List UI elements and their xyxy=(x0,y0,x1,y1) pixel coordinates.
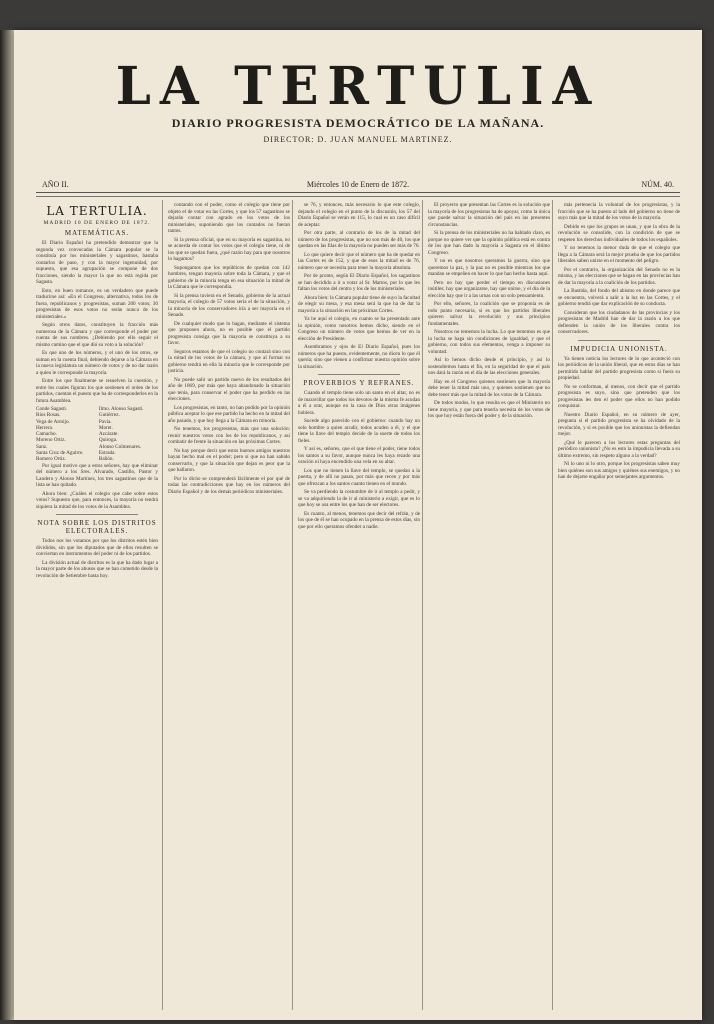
column-1 xyxy=(36,202,158,1002)
section-heading: LA TERTULIA. xyxy=(46,204,148,218)
paragraph: Pero no hay que perder el tiempo en discusiones inútiles; hay que organizarse, hay que unirse, y el día de la elección hay que ir a las urnas con un solo pensamiento. xyxy=(428,279,550,299)
paragraph: Ahora bien: la Cámara popular tiene de suyo la facultad de elegir su mesa, y esa mesa será la que ha de dar la mayoría a la situación en las próximas Cortes. xyxy=(298,294,420,314)
issue-number: NÚM. 40. xyxy=(641,180,674,189)
issue-date: Miércoles 10 de Enero de 1872. xyxy=(306,180,410,189)
column-divider xyxy=(552,200,553,1010)
paragraph: Por el contrario, la organización del Senado no es la misma, y las elecciones que se hagan en las provincias han de dar la mayoría a la coalición de los partidos. xyxy=(558,266,680,286)
paragraph: Debido es que los grupos se unan, y que la obra de la revolución se consolide, con la condición de que se respeten los derechos individuales de todos los españoles. xyxy=(558,223,680,243)
note-heading: NOTA SOBRE LOS DISTRITOS ELECTORALES. xyxy=(37,519,157,536)
paragraph: Por igual motivo que a estos señores, hay que eliminar del número a los Sres. Alvarado, Castillo, Pastor y Landero y Alonso Martínez, los tres sagastinos que de la lista se han quitado. xyxy=(36,462,158,489)
paragraph: Por de pronto, según El Diario Español, los sagastinos se han decidido a ir a votar al Sr. Martos, por lo que les faltan los votos del centro y los de los ministeriales. xyxy=(298,273,420,292)
paragraph: El proyecto que presentan las Cortes es la solución que la mayoría de los progresistas ha de apoyar, como la única que puede salvar la situación del país en las presentes circunstancias. xyxy=(428,202,550,228)
paragraph: No hay porque decir que estos buenos amigos nuestros hayan hecho mal en el poder; pero sí que no han sabido conservarlo, y que la situación que dejan es peor que la que hallaron. xyxy=(168,447,290,473)
paragraph: La división actual de distritos es la que ha dado lugar a la mayor parte de los abusos que se han cometido desde la revolución de Setiembre hasta hoy. xyxy=(36,559,158,579)
article-text xyxy=(298,202,420,370)
paragraph: Si la prensa oficial, que en su mayoría es sagastina, no se acuerda de contar los votos que el colegio tiene, ni de los que se quedan fuera, ¿qué razón hay para que nosotros lo hagamos? xyxy=(168,236,290,262)
paragraph: No tenemos, los progresistas, más que una solución: reunir nuestros votos con los de los republicanos, y así combatir de frente la situación en las próximas Cortes. xyxy=(168,426,290,445)
paragraph: Ni lo uno ni lo otro, porque los progresistas saben muy bien quiénes son sus amigos y quiénes sus enemigos, y no han de dejarse engañar por semejantes argumentos. xyxy=(558,461,680,480)
article-text xyxy=(558,202,680,336)
article-heading: PROVERBIOS Y REFRANES. xyxy=(303,379,415,387)
article-text xyxy=(36,538,158,579)
paragraph: Hay en el Congreso quienes sostienen que la mayoría debe tener la mitad más uno, y quienes sostienen que no debe tener más que la mitad de los votos de la Cámara. xyxy=(428,378,550,398)
place-date: MADRID 10 DE ENERO DE 1872. xyxy=(43,220,151,226)
article-heading: MATEMÁTICAS. xyxy=(64,229,130,237)
column-divider xyxy=(422,200,423,1010)
list-row: Herrera. Moret. xyxy=(36,424,113,431)
paragraph: Es cuanto, al menos, tenemos que decir del refrán, y de los que de él se han ocupado en la prensa de estos días, sin que por ello queramos ofender a nadie. xyxy=(298,510,420,530)
article-text xyxy=(168,202,290,495)
paragraph: Los que no tienen la llave del templo, se quedan a la puerta, y de allí no pasan, por más que recen y por más que ofrezcan a los santos cuanto tienen en el mundo. xyxy=(298,467,420,487)
paragraph: Según otros datos, constituyen la fracción más numerosa de la Cámara y que corresponde el poder por cuenta de sus nombres. ¿Debiendo por ello seguir el mismo camino que el que dió su voto a la solución? xyxy=(36,322,158,348)
paragraph: Y no tenemos la menor duda de que el colegio que llega a la Cámara será la mejor prueba de que los partidos liberales saben unirse en el momento del peligro. xyxy=(558,245,680,264)
list-row: Ríos Rosas. Gutiérrez. xyxy=(36,412,120,419)
paragraph: Se va perdiendo la costumbre de ir al templo a pedir, y se va adquiriendo la de ir al ministerio a exigir, que es lo que hoy se usa entre los que han de ser electores. xyxy=(298,489,420,508)
year-label: AÑO II. xyxy=(42,180,69,189)
divider xyxy=(578,340,660,341)
paragraph: Por otra parte, al contrario de los de la mitad del número de los progresistas, que no son más de 40, los que quedan en las filas de la mayoría no pueden ser más de 76. xyxy=(298,230,420,249)
paragraph: Supongamos que los repúblicos de quedan con 142 hombres, tengan mayoría sobre toda la Cámara, y que el gobierno de la minoría tenga en esa situación la mitad de la Cámara que le correspondía. xyxy=(168,264,290,290)
paragraph: contando con el poder, como el colegio que tiene por objeto el de votar en las Cortes, y que los 57 sagastinos se dejarán contar con agrado en los votos de los ministeriales, suponiendo que los contados no fueran tantos. xyxy=(168,202,290,234)
paragraph: Nosotros no tememos la lucha. Lo que tememos es que la lucha se haga sin condiciones de igualdad, y que el gobierno, con todos sus elementos, venga a imponer su voluntad. xyxy=(428,329,550,355)
divider xyxy=(318,374,400,375)
article-text xyxy=(36,463,158,511)
dateline xyxy=(36,178,680,193)
paragraph: Seguros estamos de que el colegio no contará sino con la mitad de los votos de la cámara, y que al formar su gobierno tendrá en ella la minoría que le corresponde por justicia. xyxy=(168,348,290,374)
paragraph: Por ello, señores, la coalición que se proponía es de todo punto necesaria, si es que los partidos liberales quieren salvar la revolución y sus principios fundamentales. xyxy=(428,301,550,327)
paragraph: Consideran que los ciudadanos de las provincias y los progresistas de Madrid han de dar la razón a los que defienden la unión de los liberales contra los conservadores. xyxy=(558,309,680,335)
column-3 xyxy=(298,202,420,1002)
paragraph: Ahora bien: ¿Cuáles el colegio que cabe sobre estos votos? Supuesto que, para entonces, la mayoría no tendrá siquiera la mitad de los votos de la Asamblea. xyxy=(36,490,158,510)
paragraph: No puede salir un partido nuevo de los resultados del año de 1869, por más que haya abandonado la situación que tenía, para conservar el poder que ha perdido en las elecciones. xyxy=(168,376,290,402)
divider xyxy=(56,514,138,515)
paragraph: Todos nos los votamos por que los distritos estén bien divididos, sin que los diputados que de ellos resulten se conviertan en instrumentos del poder ni de los partidos. xyxy=(36,538,158,558)
column-2 xyxy=(168,202,290,1002)
masthead xyxy=(14,54,702,144)
paragraph: Los progresistas, en tanto, no han podido por la opinión pública aceptar lo que ese partido ha hecho en la mitad del año pasado, y que hoy llega a la Cámara en minoría. xyxy=(168,404,290,424)
paragraph: La Bastida, del fondo del abismo en donde parece que se encuentra, volverá a salir a la luz en las Cortes, y el gobierno tendrá que dar explicación de su conducta. xyxy=(558,288,680,307)
list-row: Camacho. Azcárate. xyxy=(36,431,119,438)
paragraph: No se conforman, al menos, con decir que el partido progresista es suyo, sino que pretenden que los progresistas les den el poder que ellos no han podido conquistar. xyxy=(558,383,680,409)
director-line: DIRECTOR: D. JUAN MANUEL MARTINEZ. xyxy=(263,135,453,144)
column-4 xyxy=(428,202,550,1002)
article-text xyxy=(298,390,420,530)
newspaper-subtitle: DIARIO PROGRESISTA DEMOCRÁTICO DE LA MAÑANA. xyxy=(171,116,545,130)
column-divider xyxy=(292,200,293,1010)
paragraph: Ya he aquí el colegio, en cuanto se ha presentado ante la opinión, como nosotros hemos dicho, siendo en el Congreso un número de votos que hemos de ver en la elección de Presidente. xyxy=(298,316,420,342)
column-divider xyxy=(162,200,163,1010)
article-text xyxy=(428,202,550,420)
paragraph: Y no es que nosotros queramos la guerra, sino que queremos la paz, y la paz no es posible mientras los que mandan se empeñen en hacer lo que han hecho hasta aquí. xyxy=(428,258,550,277)
newspaper-page xyxy=(14,30,702,1020)
newspaper-title: LA TERTULIA xyxy=(115,54,601,117)
paragraph: De todos modos, lo que resulta es que el Ministerio no tiene mayoría, y que para tenerla necesita de los votos de los que hoy están fuera del poder y de la situación. xyxy=(428,400,550,419)
article-text xyxy=(36,240,158,404)
names-list xyxy=(36,406,158,463)
paragraph: El Diario Español ha pretendido demostrar que la segunda vez convocadas la Cámara popular se la constituía por los ministeriales y sagastinos, bastaba contarlos de paso, y con la mayor ingenuidad, por supuesto, que esa agrupación se compone de dos fracciones, siendo la mayor la que no está regida por Sagasta. xyxy=(36,240,158,285)
paragraph: Asombramos y ojos de El Diario Español, pues los números que ha puesto, evidentemente, no dicen lo que él quería; sino que vienen a confirmar nuestra opinión sobre la situación. xyxy=(298,344,420,370)
paragraph: Sucede algo parecido con el gobierno: cuando hay un solo hombre a quien acudir, todos acuden a él, y el que tiene la llave del templo decide de la suerte de todos los fieles. xyxy=(298,418,420,444)
paragraph: Por lo dicho se comprenderá fácilmente el por qué de todas las contradicciones que hay en los números del Diario Español y de los demás periódicos ministeriales. xyxy=(168,475,290,495)
paragraph: ¿Qué le parecen a los lectores estas preguntas del periódico unionista? ¿No es esto la impudicia llevada a su último extremo, sin respeto alguno a la verdad? xyxy=(558,439,680,459)
list-row: Vega de Armijo. Pavía. xyxy=(36,418,112,425)
article-heading: IMPUDICIA UNIONISTA. xyxy=(570,344,668,353)
list-row: Conde Sagasti. Ilmo. Alonso Sagasti. xyxy=(36,406,144,412)
paragraph: se 76, y entonces, más necesario lo que este colegio, dejando el colegio en el punto de la discusión, los 57 del Diario Español se verán en 115, lo cual es un caso difícil de aceptar. xyxy=(298,202,420,228)
paragraph: De cualquier modo que lo hagan, mediante el sistema que proponen ahora, no es posible que el partido progresista consiga que la mayoría se constituya a su favor. xyxy=(168,320,290,346)
paragraph: Ya tienen noticia los lectores de lo que aconteció con los periódicos de la unión liberal, que en estos días se han permitido hablar del partido progresista como si fuera su propiedad. xyxy=(558,355,680,381)
paragraph: Entre los que finalmente se resuelven la cuestión, y entre los cuales figuran los que sostienen el orden de los partidos, cuentan el puesto que ha de corresponderles en la futura Asamblea. xyxy=(36,378,158,404)
paragraph: Esto, en buen romance, es un verdadero que puede traducirse así: «En el Congreso, alternativa, todos los de fuera, republicanos y progresistas, suman 200 votos; 30 progresistas de esos votos no serán nunca de los ministeriales.» xyxy=(36,287,158,320)
paragraph: Cuando el templo tiene solo un santo en el altar, no es de maravillar que todos los devotos de la misma fe acudan a él a orar, aunque en la casa de Dios otras imágenes hubiera. xyxy=(298,390,420,416)
paragraph: Si la prensa tuviera en el Senado, gobierno de la actual mayoría, el colegio de 57 votos sería el de la situación, y la minoría de los conservadores iría a ser mayoría en el Senado. xyxy=(168,292,290,318)
paragraph: Así lo hemos dicho desde el principio, y así lo sostendremos hasta el fin, en la seguridad de que el país nos dará la razón en el día de las elecciones generales. xyxy=(428,357,550,376)
list-row: Romero Ortiz. Bañón. xyxy=(36,456,114,463)
paragraph: Y así es, señores, que el que tiene el poder, tiene todos los santos a su favor, aunque nunca les haya rezado una oración ni haya encendido una vela en su altar. xyxy=(298,446,420,465)
paragraph: Si la prensa de los ministeriales no ha hablado claro, es porque no quiere ver que la opinión pública está en contra de los que han dado la mayoría a Sagasta en el último Congreso. xyxy=(428,230,550,256)
paragraph: más pertenecía la voluntad de los progresistas, y la fracción que se ha puesto al lado del gobierno no tiene de suyo más que la mitad de los votos de la mayoría. xyxy=(558,202,680,221)
header-rule xyxy=(36,196,680,197)
list-row: Sanz. Alonso Colmenares. xyxy=(36,443,142,450)
paragraph: Lo que quiere decir que el número que ha de quedar en las Cortes es de 152, y que de esos la mitad es de 76, número que se necesita para tener la mayoría absoluta. xyxy=(298,251,420,271)
column-5 xyxy=(558,202,680,1002)
article-text xyxy=(558,356,680,481)
book-spine xyxy=(0,30,14,1020)
paragraph: Nuestro Diario Español, en su número de ayer, pregunta si el partido progresista se ha olvidado de la revolución, y si es posible que los unionistas la defiendan mejor. xyxy=(558,411,680,437)
list-row: Moreno Ortiz. Quiroga. xyxy=(36,437,118,444)
list-row: Santa Cruz de Aguirre. Estrada. xyxy=(36,450,116,457)
paragraph: Es que uno de los números, y el uno de los otros, se suman en la cuenta final, debiendo dejarse a la Cámara en la nueva legislatura un número de votos y de no dar razón a quien le corresponde la mayoría. xyxy=(36,350,158,376)
